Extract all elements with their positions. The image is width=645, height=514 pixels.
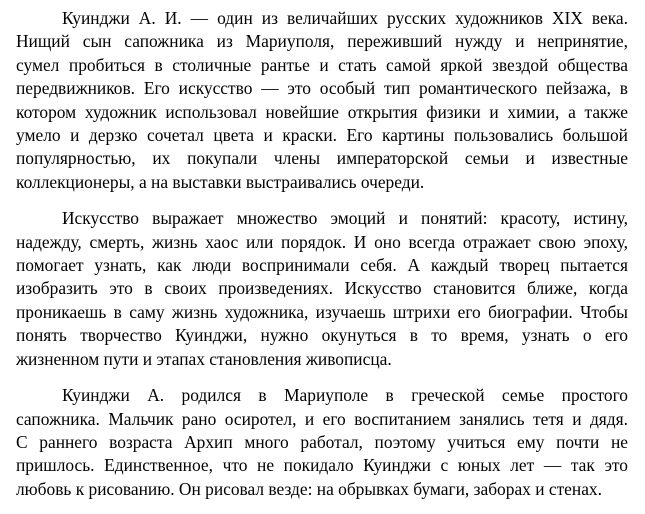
paragraph-early-life <box>16 384 628 501</box>
text-line: С раннего возраста Архип много работал, поэтому учиться ему почти не <box>16 431 628 452</box>
text-line: Куинджи А. И. — один из величайших русских художников XIX века. <box>62 8 628 28</box>
text-line: Искусство выражает множество эмоций и понятий: красоту, истину, <box>62 208 628 229</box>
text-line: проникаешь в саму жизнь художника, изучаешь штрихи его биографии. Чтобы <box>16 301 628 322</box>
text-line: понять творчество Куинджи, нужно окунуться в то время, узнать о его <box>16 325 628 346</box>
text-line: коллекционеры, а на выставки выстраивались очереди. <box>16 171 425 192</box>
text-line: любовь к рисованию. Он рисовал везде: на обрывках бумаги, заборах и стенах. <box>16 478 602 499</box>
document-page <box>16 7 628 514</box>
paragraph-biography-intro <box>16 7 628 194</box>
text-line: сумел пробиться в столичные рантье и стать самой яркой звездой общества <box>16 54 628 75</box>
text-line: умело и дерзко сочетал цвета и краски. Его картины пользовались большой <box>16 125 628 146</box>
text-line: надежду, смерть, жизнь хаос или порядок. И оно всегда отражает свою эпоху, <box>16 231 628 252</box>
text-line: передвижников. Его искусство — это особый тип романтического пейзажа, в <box>16 78 628 99</box>
text-line: котором художник использовал новейшие открытия физики и химии, а также <box>16 101 628 122</box>
text-line: сапожника. Мальчик рано осиротел, и его воспитанием занялись тетя и дядя. <box>16 408 628 429</box>
text-line: Куинджи А. родился в Мариуполе в греческой семье простого <box>62 385 628 406</box>
text-line: Нищий сын сапожника из Мариуполя, переживший нужду и непринятие, <box>16 31 628 52</box>
text-line: пришлось. Единственное, что не покидало Куинджи с юных лет — так это <box>16 455 628 476</box>
text-line: изобразить это в своих произведениях. Искусство становится ближе, когда <box>16 278 628 299</box>
text-line: популярностью, их покупали члены императорской семьи и известные <box>16 148 628 169</box>
text-line: жизненном пути и этапах становления живописца. <box>16 348 392 369</box>
paragraph-art-meaning <box>16 207 628 371</box>
text-line: помогает узнать, как люди воспринимали себя. А каждый творец пытается <box>16 255 628 276</box>
